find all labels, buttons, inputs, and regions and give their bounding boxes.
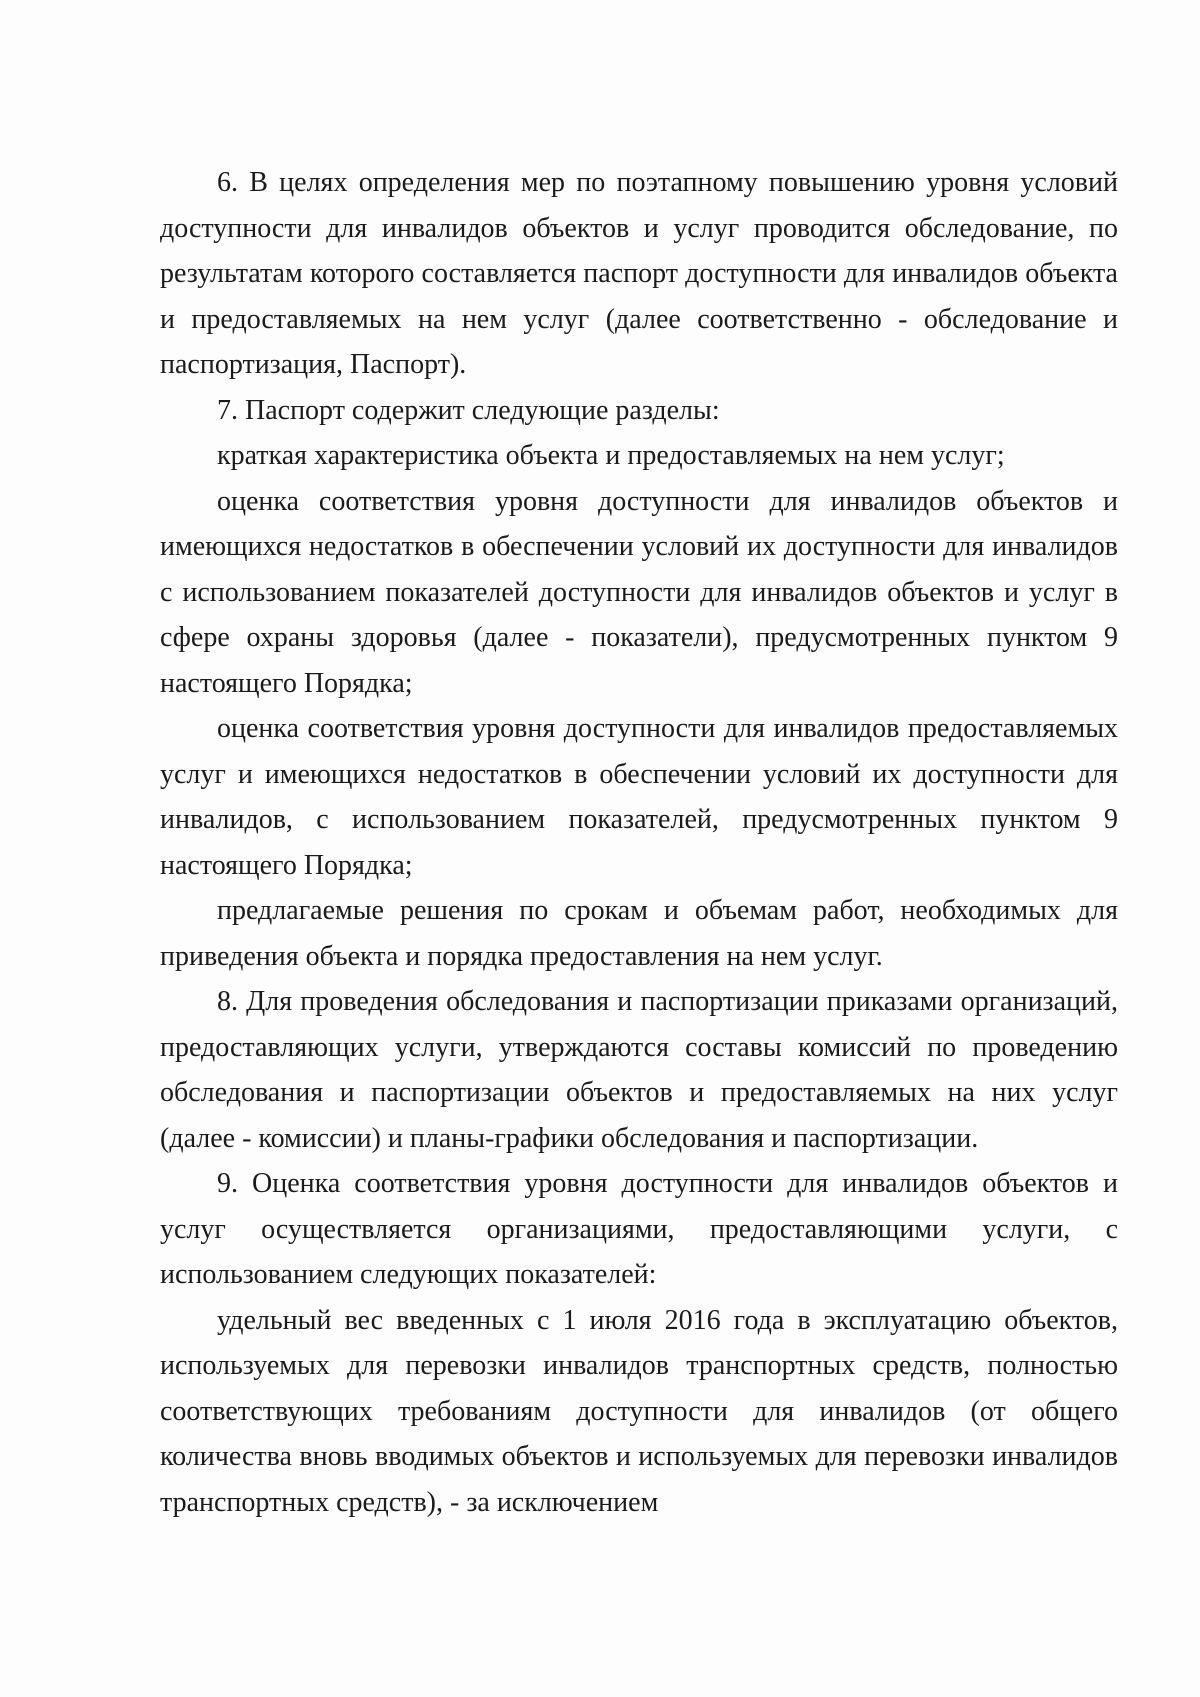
paragraph-6-survey-passport: 6. В целях определения мер по поэтапному повышению уровня условий доступности для инвалидов объектов и услуг проводится обследование, по результатам которого составляется паспорт доступности для инвалидов объекта и предоставляемых на нем услуг (далее соответственно - обследование и паспортизация, Паспорт). [160,167,1118,380]
paragraph-9-indicators: 9. Оценка соответствия уровня доступности для инвалидов объектов и услуг осуществляется организациями, предоставляющими услуги, с использованием следующих показателей: [160,1168,1118,1290]
paragraph-section-object-characteristics: краткая характеристика объекта и предоставляемых на нем услуг; [217,440,1005,471]
paragraph-section-proposed-solutions: предлагаемые решения по срокам и объемам работ, необходимых для приведения объекта и порядка предоставления на нем услуг. [160,895,1118,972]
paragraph-section-service-accessibility-assessment: оценка соответствия уровня доступности для инвалидов предоставляемых услуг и имеющихся недостатков в обеспечении условий их доступности для инвалидов, с использованием показателей, предусмотренных пунктом 9 настоящего Порядка; [160,713,1118,881]
paragraph-indicator-vehicles-share: удельный вес введенных с 1 июля 2016 года в эксплуатацию объектов, используемых для перевозки инвалидов транспортных средств, полностью соответствующих требованиям доступности для инвалидов (от общего количества вновь вводимых объектов и используемых для перевозки инвалидов транспортных средств), - за исключением [160,1304,1118,1518]
paragraph-7-passport-sections: 7. Паспорт содержит следующие разделы: [217,394,720,426]
document-body [160,160,1118,1525]
paragraph-8-commissions: 8. Для проведения обследования и паспортизации приказами организаций, предоставляющих услуги, утверждаются составы комиссий по проведению обследования и паспортизации объектов и предоставляемых на них услуг (далее - комиссии) и планы-графики обследования и паспортизации. [160,986,1118,1154]
paragraph-section-object-accessibility-assessment: оценка соответствия уровня доступности для инвалидов объектов и имеющихся недостатков в обеспечении условий их доступности для инвалидов с использованием показателей доступности для инвалидов объектов и услуг в сфере охраны здоровья (далее - показатели), предусмотренных пунктом 9 настоящего Порядка; [160,485,1118,699]
